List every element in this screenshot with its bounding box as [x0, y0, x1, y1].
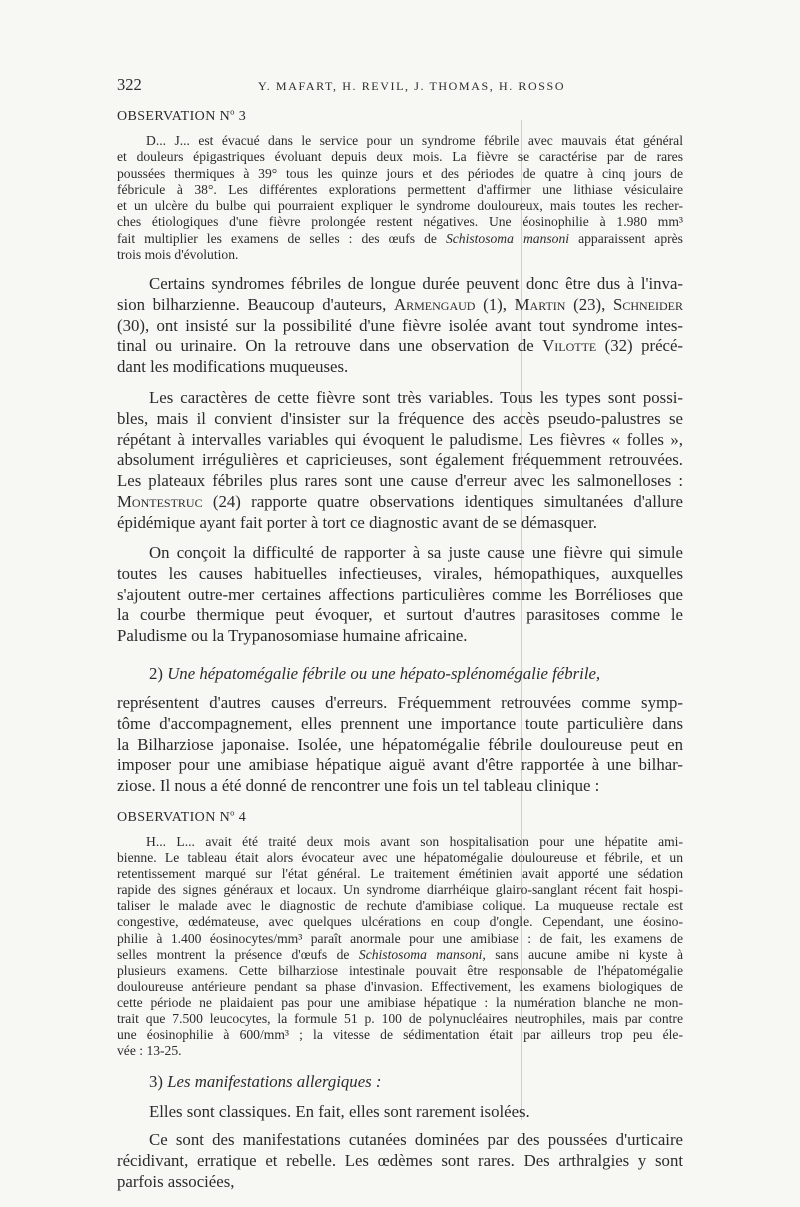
italic-text: Schistosoma mansoni	[445, 230, 570, 246]
section-heading-3	[117, 1072, 683, 1093]
author-name: Montestruc	[117, 491, 203, 511]
text-line: retentissement marqué sur l'état général. Le traitement émétinien avait apporté une sédation	[117, 866, 683, 882]
text-line	[117, 336, 683, 357]
italic-text: Les manifestations allergiques :	[167, 1072, 382, 1091]
text-line: douloureuse antérieure pendant sa phase d'invasion. Effectivement, les examens biologiques de	[117, 978, 683, 994]
superscript: o	[230, 807, 235, 818]
section-heading-2	[117, 664, 683, 685]
text-line: On conçoit la difficulté de rapporter à sa juste cause une fièvre qui simule	[149, 543, 683, 562]
text-run: 3	[234, 109, 247, 124]
observation-4-label	[117, 807, 683, 826]
text-run: sion bilharzienne. Beaucoup d'auteurs,	[117, 294, 395, 314]
text-run: apparaissent après	[569, 230, 683, 246]
text-line: et un ulcère du bulbe qui pourraient expliquer le syndrome douloureux, mais toutes les recher-	[117, 198, 683, 214]
text-line: fébricule à 38°. Les différentes explorations permettent d'affirmer une lithiase vésiculaire	[117, 181, 683, 197]
text-line: parfois associées,	[117, 1171, 235, 1191]
text-line: Les caractères de cette fièvre sont très variables. Tous les types sont possi-	[149, 388, 683, 407]
paragraph-allergic-intro	[117, 1102, 683, 1123]
text-run: (1),	[475, 294, 515, 314]
text-line: représentent d'autres causes d'erreurs. Fréquemment retrouvées comme symp-	[117, 693, 683, 712]
text-run: sans aucune amibe ni kyste à	[485, 946, 683, 962]
text-line: cette période ne plaidaient pas pour une amibiase hépatique : la numération blanche ne mon-	[117, 994, 683, 1010]
text-line: H... L... avait été traité deux mois avant son hospitalisation pour une hépatite ami-	[146, 834, 683, 849]
text-run: tinal ou urinaire. On la retrouve dans une observation de	[117, 336, 543, 356]
text-run: OBSERVATION N	[117, 810, 231, 825]
observation-3-label	[117, 106, 683, 125]
text-line: tôme d'accompagnement, elles prennent une importance toute particulière dans	[117, 713, 683, 733]
paragraph-hepatomegaly	[117, 693, 683, 797]
superscript: o	[230, 106, 235, 117]
text-run: (23),	[565, 294, 614, 314]
text-line	[117, 1072, 683, 1093]
observation-4-text	[117, 834, 683, 1059]
text-line: s'ajoutent outre-mer certaines affections particulières comme les Borrélioses que	[117, 584, 683, 604]
text-line: Ce sont des manifestations cutanées dominées par des poussées d'urticaire	[149, 1130, 683, 1149]
italic-text: Schistosoma mansoni,	[358, 946, 486, 962]
text-run: 3)	[149, 1072, 168, 1091]
text-run: (24) rapporte quatre observations identiques simultanées d'allure	[202, 491, 683, 511]
text-line: épidémique ayant fait porter à tort ce diagnostic avant de se démasquer.	[117, 512, 597, 532]
text-line: taliser le malade avec le diagnostic de rechute d'amibiase colique. La muqueuse rectale est	[117, 898, 683, 914]
text-run: selles montrent la présence d'œufs de	[117, 946, 359, 962]
text-line: toutes les causes habituelles infectieuses, virales, hémopathiques, auxquelles	[117, 563, 683, 583]
text-run: OBSERVATION N	[117, 109, 231, 124]
text-line: plusieurs examens. Cette bilharziose intestinale pouvait être responsable de l'hépatomégalie	[117, 962, 683, 978]
text-line: (30), ont insisté sur la possibilité d'une fièvre isolée avant tout syndrome intes-	[117, 315, 683, 335]
text-run: fait multiplier les examens de selles : des œufs de	[117, 230, 446, 246]
italic-text: Une hépatomégalie fébrile ou une hépato-splénomégalie fébrile,	[167, 664, 601, 683]
text-line: imposer pour une amibiase hépatique aiguë avant d'être rapportée à une bilhar-	[117, 755, 683, 775]
paragraph-cutaneous-manifestations	[117, 1130, 683, 1192]
page-number: 322	[117, 75, 142, 94]
text-line: récidivant, erratique et rebelle. Les œdèmes sont rares. Des arthralgies y sont	[117, 1150, 683, 1170]
text-line	[117, 231, 683, 247]
text-line: D... J... est évacué dans le service pour un syndrome fébrile avec mauvais état général	[146, 133, 683, 148]
paragraph-fever-characteristics	[117, 388, 683, 534]
author-name: Martin	[514, 294, 566, 314]
text-line: Les plateaux fébriles plus rares sont une cause d'erreur avec les salmonelloses :	[117, 471, 683, 491]
text-line: et douleurs épigastriques évoluant depuis deux mois. La fièvre se caractérise par de rares	[117, 149, 683, 165]
observation-3-text	[117, 133, 683, 263]
running-head-authors: Y. MAFART, H. REVIL, J. THOMAS, H. ROSSO	[258, 79, 566, 93]
text-line: une éosinophilie à 600/mm³ ; la vitesse de sédimentation était par ailleurs trop peu éle-	[117, 1027, 683, 1043]
text-line: dant les modifications muqueuses.	[117, 357, 349, 377]
text-line	[117, 947, 683, 963]
text-line: la Bilharziose japonaise. Isolée, une hépatomégalie fébrile douloureuse peut en	[117, 734, 683, 754]
paragraph-diagnostic-difficulty	[117, 543, 683, 647]
text-line: trait que 7.500 leucocytes, la formule 51 p. 100 de polynucléaires neutrophiles, mais par contre	[117, 1011, 683, 1027]
text-line: bles, mais il convient d'insister sur la fréquence des accès pseudo-palustres se	[117, 408, 683, 428]
text-line: Paludisme ou la Trypanosomiase humaine africaine.	[117, 626, 468, 646]
text-run: 2)	[149, 664, 168, 683]
author-name: Armengaud	[394, 294, 476, 314]
text-line: rapide des signes généraux et locaux. Un syndrome diarrhéique glairo-sanglant récent fait hospi-	[117, 882, 683, 898]
text-line: répétant à intervalles variables qui évoquent le paludisme. Les fièvres « folles »,	[117, 429, 683, 449]
text-line: vée : 13-25.	[117, 1043, 182, 1059]
text-line: poussées thermiques à 39° tous les quinze jours et des périodes de quatre à cinq jours de	[117, 165, 683, 181]
paragraph-fever-syndromes	[117, 274, 683, 378]
text-line: Certains syndromes fébriles de longue durée peuvent donc être dus à l'inva-	[149, 274, 683, 293]
text-line: Elles sont classiques. En fait, elles sont rarement isolées.	[149, 1102, 530, 1121]
text-line: congestive, œdémateuse, avec quelques ulcérations en coup d'ongle. Cependant, une éosino-	[117, 914, 683, 930]
text-line: bienne. Le tableau était alors évocateur avec une hépatomégalie douloureuse et fébrile, et un	[117, 850, 683, 866]
text-line: philie à 1.400 éosinocytes/mm³ paraît anormale pour une amibiase : de fait, les examens de	[117, 930, 683, 946]
text-line	[117, 492, 683, 513]
text-run: (32) précé-	[596, 336, 684, 356]
text-line	[117, 295, 683, 316]
author-name: Vilotte	[542, 336, 597, 356]
text-line: trois mois d'évolution.	[117, 247, 239, 263]
text-line: la courbe thermique peut évoquer, et surtout d'autres parasitoses comme le	[117, 605, 683, 625]
author-name: Schneider	[613, 294, 684, 314]
text-run: 4	[234, 810, 247, 825]
text-line: ziose. Il nous a été donné de rencontrer une fois un tel tableau clinique :	[117, 776, 600, 796]
text-line	[117, 664, 683, 685]
text-line: absolument irrégulières et capricieuses, sont également fréquemment retrouvées.	[117, 450, 683, 470]
text-line: ches étiologiques d'une fièvre prolongée restent négatives. Une éosinophilie à 1.980 mm³	[117, 214, 683, 230]
